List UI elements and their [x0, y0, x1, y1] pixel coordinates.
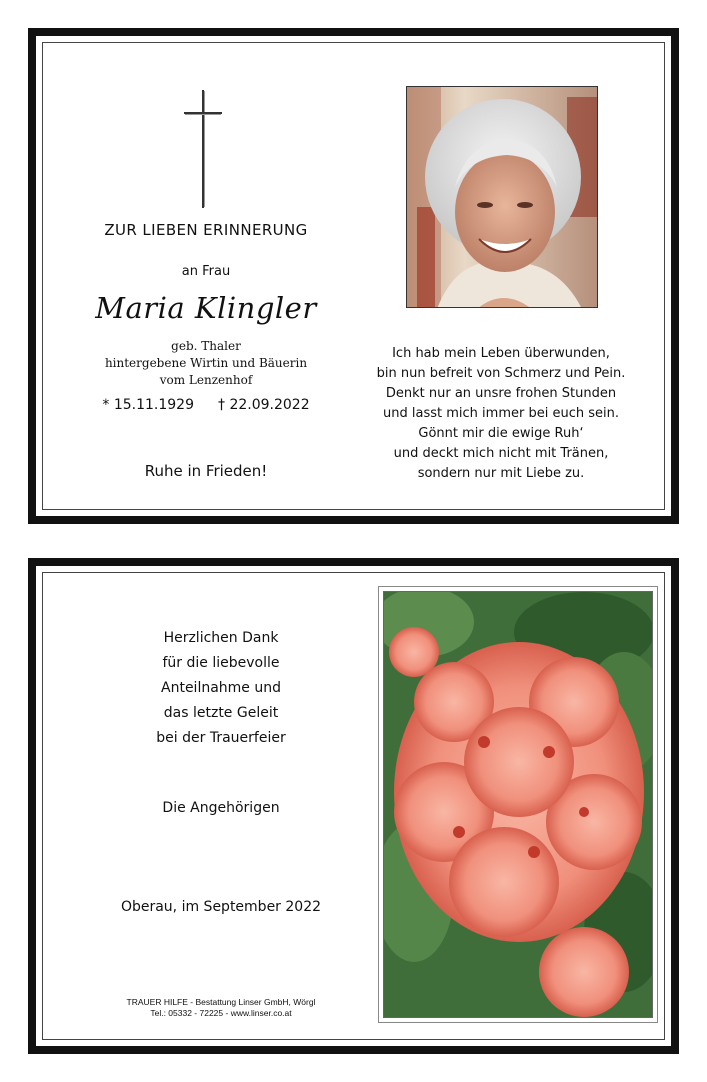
poem-line: Denkt nur an unsre frohen Stunden: [385, 386, 617, 401]
description-line-1: hintergebene Wirtin und Bäuerin: [104, 356, 308, 370]
portrait-photo: [406, 86, 598, 308]
flower-image-frame: [378, 586, 658, 1023]
poem-line: bin nun befreit von Schmerz und Pein.: [376, 366, 626, 381]
back-card-inner: [36, 566, 671, 1046]
obituary-back-card: [28, 558, 679, 1054]
thanks-line: Anteilnahme und: [161, 680, 281, 696]
cross-icon: [36, 36, 376, 216]
poem-line: und deckt mich nicht mit Tränen,: [393, 446, 609, 461]
poem-line: Ich hab mein Leben überwunden,: [392, 346, 610, 361]
life-dates: [76, 397, 336, 413]
thanks-line: Herzlichen Dank: [163, 630, 279, 646]
signature: Die Angehörigen: [162, 800, 280, 816]
closing-text: Ruhe in Frieden!: [144, 462, 268, 480]
description-line-2: vom Lenzenhof: [159, 373, 253, 387]
thanks-text: [116, 626, 326, 751]
poem-line: Gönnt mir die ewige Ruh‘: [418, 426, 584, 441]
thanks-line: für die liebevolle: [162, 655, 280, 671]
poem-line: und lasst mich immer bei euch sein.: [383, 406, 619, 421]
imprint-line-1: TRAUER HILFE - Bestattung Linser GmbH, Wörgl: [126, 997, 316, 1007]
intro-text: an Frau: [181, 264, 231, 279]
obituary-front-card: [28, 28, 679, 524]
birth-date: * 15.11.1929: [102, 397, 194, 413]
place-date: Oberau, im September 2022: [120, 899, 322, 915]
heading: ZUR LIEBEN ERINNERUNG: [104, 221, 308, 239]
geranium-flower-image: [383, 591, 653, 1018]
front-card-inner: [36, 36, 671, 516]
deceased-name: Maria Klingler: [95, 291, 317, 325]
funeral-home-imprint: [76, 997, 366, 1019]
imprint-line-2: Tel.: 05332 - 72225 - www.linser.co.at: [150, 1008, 292, 1018]
poem: [361, 344, 641, 484]
death-date: † 22.09.2022: [218, 397, 310, 413]
thanks-line: bei der Trauerfeier: [156, 730, 286, 746]
poem-line: sondern nur mit Liebe zu.: [417, 466, 585, 481]
thanks-line: das letzte Geleit: [163, 705, 279, 721]
maiden-name: geb. Thaler: [171, 339, 241, 353]
